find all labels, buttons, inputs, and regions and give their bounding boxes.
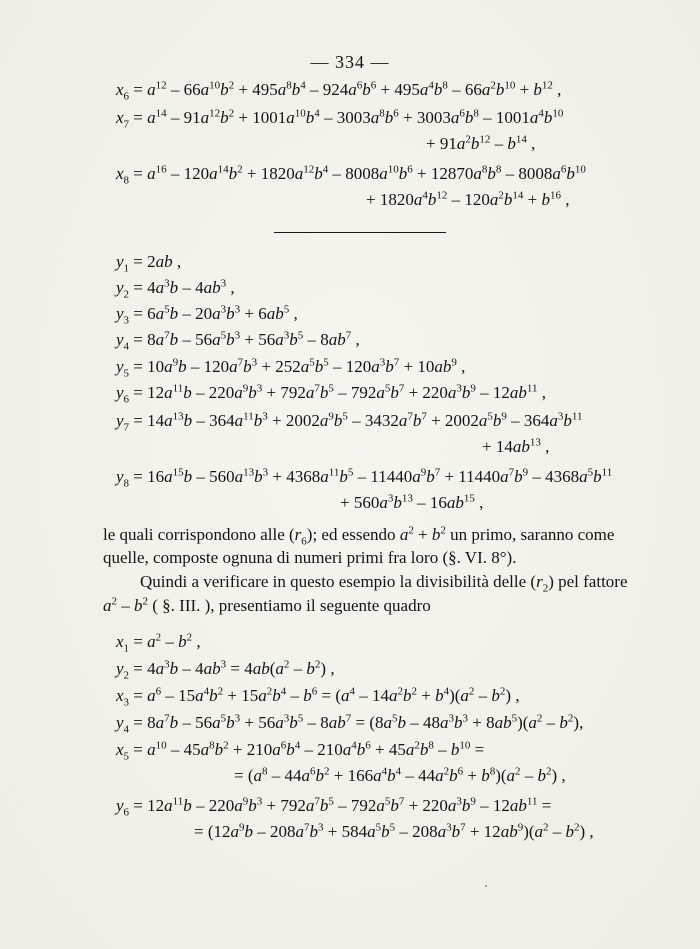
paragraph-line-4: $a^2 - b^2$ ( §. III. ), presentiamo il seguente quadro [103, 595, 431, 615]
paragraph-line-1: le quali corrispondono alle $(r_6)$; ed essendo $a^2 + b^2$ un primo, saranno come [103, 524, 615, 548]
quadro-x5-continued: = $(a^8 - 44a^6b^2 + 166a^4b^4 - 44a^2b^6 + b^8)(a^2 - b^2)$ , [234, 765, 566, 785]
quadro-y4: $y_4 = 8a^7b - 56a^5b^3 + 56a^3b^5 - 8ab^7 = (8a^5b - 48a^3b^3 + 8ab^5)(a^2 - b^2)$, [116, 712, 584, 736]
quadro-x3: $x_3 = a^6 - 15a^4b^2 + 15a^2b^4 - b^6 = (a^4 - 14a^2b^2 + b^4)(a^2 - b^2)$ , [116, 685, 520, 709]
equation-y5: $y_5 = 10a^9b - 120a^7b^3 + 252a^5b^5 - 120a^3b^7 + 10ab^9$ , [116, 356, 466, 380]
equation-y2: $y_2 = 4a^3b - 4ab^3$ , [116, 277, 235, 301]
equation-y7-continued: + $14ab^{13}$ , [482, 436, 550, 456]
page-number: — 334 — [310, 52, 390, 72]
equation-y8-continued: + $560a^3b^{13} - 16ab^{15}$ , [340, 492, 484, 512]
equation-y7: $y_7 = 14a^{13}b - 364a^{11}b^3 + 2002a^9b^5 - 3432a^7b^7 + 2002a^5b^9 - 364a^3b^{11}$ [116, 410, 583, 434]
paragraph-line-2: quelle, composte ognuna di numeri primi fra loro (§. VI. 8°). [103, 548, 517, 567]
equation-x8-continued: + $1820a^4b^{12} - 120a^2b^{14} + b^{16}$ , [366, 189, 570, 209]
equation-x8: $x_8 = a^{16} - 120a^{14}b^2 + 1820a^{12}b^4 - 8008a^{10}b^6 + 12870a^8b^8 - 8008a^6b^{10}$ [116, 163, 586, 187]
paragraph-line-3: Quindi a verificare in questo esempio la divisibilità delle $(r_2)$ pel fattore [140, 572, 628, 595]
paper-speck [485, 885, 487, 887]
equation-y1: $y_1 = 2ab$ , [116, 252, 182, 275]
quadro-y2: $y_2 = 4a^3b - 4ab^3 = 4ab(a^2 - b^2)$ , [116, 658, 335, 682]
quadro-y6-continued: = $(12a^9b - 208a^7b^3 + 584a^5b^5 - 208a^3b^7 + 12ab^9)(a^2 - b^2)$ , [194, 821, 594, 841]
equation-x7: $x_7 = a^{14} - 91a^{12}b^2 + 1001a^{10}b^4 - 3003a^8b^6 + 3003a^6b^8 - 1001a^4b^{10}$ [116, 107, 564, 131]
equation-y4: $y_4 = 8a^7b - 56a^5b^3 + 56a^3b^5 - 8ab^7$ , [116, 329, 360, 353]
equation-y3: $y_3 = 6a^5b - 20a^3b^3 + 6ab^5$ , [116, 303, 298, 327]
equation-x6: $x_6 = a^{12} - 66a^{10}b^2 + 495a^8b^4 - 924a^6b^6 + 495a^4b^8 - 66a^2b^{10} + b^{12}$ , [116, 79, 562, 103]
section-divider [274, 232, 446, 233]
equation-x7-continued: + $91a^2b^{12} - b^{14}$ , [426, 133, 536, 153]
quadro-y6: $y_6 = 12a^{11}b - 220a^9b^3 + 792a^7b^5 - 792a^5b^7 + 220a^3b^9 - 12ab^{11}$ = [116, 795, 552, 819]
equation-y8: $y_8 = 16a^{15}b - 560a^{13}b^3 + 4368a^{11}b^5 - 11440a^9b^7 + 11440a^7b^9 - 4368a^5b^{11}$ [116, 466, 613, 490]
equation-y6: $y_6 = 12a^{11}b - 220a^9b^3 + 792a^7b^5 - 792a^5b^7 + 220a^3b^9 - 12ab^{11}$ , [116, 382, 547, 406]
quadro-x1: $x_1 = a^2 - b^2$ , [116, 631, 201, 655]
quadro-x5: $x_5 = a^{10} - 45a^8b^2 + 210a^6b^4 - 210a^4b^6 + 45a^2b^8 - b^{10}$ = [116, 739, 485, 763]
